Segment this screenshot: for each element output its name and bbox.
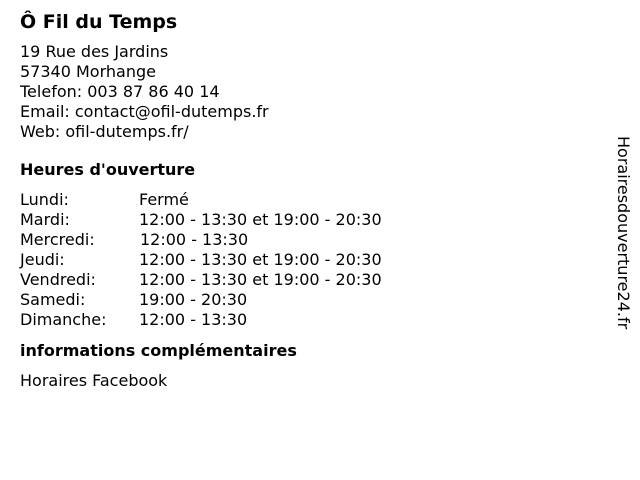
hours-row-friday (20, 270, 382, 290)
hours-row-wednesday (20, 230, 382, 250)
time-value: 12:00 - 13:30 (139, 310, 248, 329)
hours-row-thursday (20, 250, 382, 270)
opening-hours-table (20, 190, 382, 330)
time-value: 19:00 - 20:30 (139, 290, 248, 309)
business-card (20, 8, 600, 391)
business-name: Ô Fil du Temps (20, 11, 178, 33)
day-label: Jeudi: (20, 250, 65, 269)
day-label: Samedi: (20, 290, 86, 309)
day-label: Dimanche: (20, 310, 107, 329)
facebook-hours-link[interactable]: Horaires Facebook (20, 371, 168, 390)
address-city: 57340 Morhange (20, 62, 156, 81)
contact-block (20, 42, 600, 142)
day-label: Lundi: (20, 190, 69, 209)
hours-row-tuesday (20, 210, 382, 230)
address-street: 19 Rue des Jardins (20, 42, 169, 61)
opening-hours-heading: Heures d'ouverture (20, 160, 196, 179)
time-value: Fermé (139, 190, 189, 209)
hours-row-sunday (20, 310, 382, 330)
time-value: 12:00 - 13:30 et 19:00 - 20:30 (139, 250, 382, 269)
email-line[interactable]: Email: contact@ofil-dutemps.fr (20, 102, 269, 121)
time-value: 12:00 - 13:30 et 19:00 - 20:30 (139, 270, 382, 289)
time-value: 12:00 - 13:30 (140, 230, 249, 249)
web-line[interactable]: Web: ofil-dutemps.fr/ (20, 122, 189, 141)
day-label: Vendredi: (20, 270, 96, 289)
additional-info-heading: informations complémentaires (20, 341, 297, 360)
phone-line[interactable]: Telefon: 003 87 86 40 14 (20, 82, 220, 101)
day-label: Mercredi: (20, 230, 95, 249)
brand-watermark: Horairesdouverture24.fr (614, 136, 633, 330)
time-value: 12:00 - 13:30 et 19:00 - 20:30 (139, 210, 382, 229)
hours-row-monday (20, 190, 382, 210)
hours-row-saturday (20, 290, 382, 310)
day-label: Mardi: (20, 210, 70, 229)
